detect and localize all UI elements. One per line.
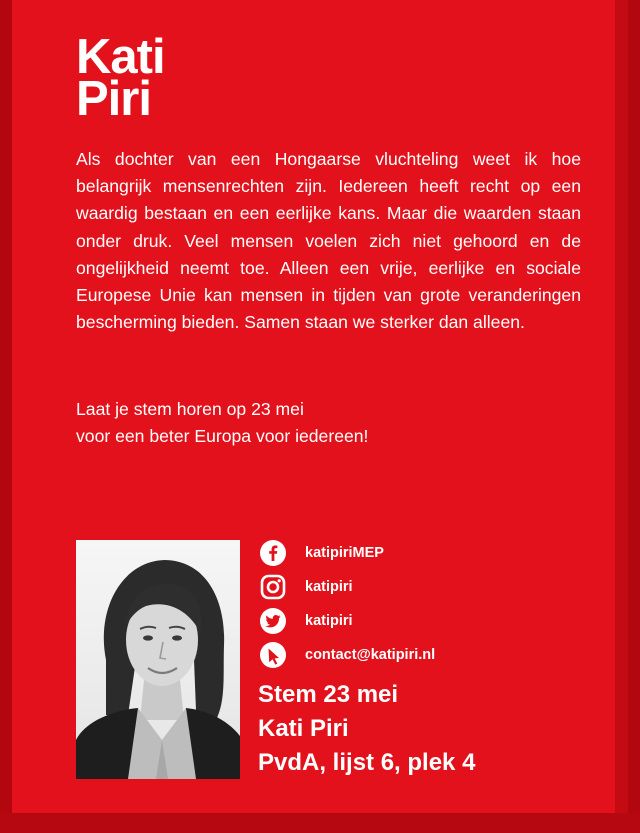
facebook-icon [259,539,287,567]
flyer-frame-right [628,0,640,833]
instagram-handle: katipiri [305,579,353,595]
social-item-instagram[interactable] [259,570,579,604]
social-links [259,536,579,672]
social-item-email[interactable] [259,638,579,672]
candidate-portrait [76,540,240,779]
vote-date: Stem 23 mei [258,681,399,708]
bio-paragraph: Als dochter van een Hongaarse vluchteling weet ik hoe belangrijk mensenrechten zijn. Iedereen heeft recht op een waardig bestaan en een eerlijke kans. Maar die waarden staan onder druk. Veel mensen voelen zich niet gehoord en de ongelijkheid neemt toe. Alleen een vrije, eerlijke en sociale Europese Unie kan mensen in tijden van grote veranderingen bescherming bieden. Samen staan we sterker dan alleen. [76,149,581,333]
twitter-handle: katipiri [305,613,353,629]
call-to-action-line-1: Laat je stem horen op 23 mei [76,399,304,419]
instagram-icon [259,573,287,601]
cursor-icon [259,641,287,669]
party-list-position: PvdA, lijst 6, plek 4 [258,749,476,776]
call-to-action-line-2: voor een beter Europa voor iedereen! [76,426,369,447]
vote-info [258,678,598,780]
flyer-frame-left [0,0,12,833]
candidate-name: Kati Piri [258,715,349,742]
flyer-frame-bottom [0,813,640,833]
logo-last-name: Piri [76,72,151,126]
facebook-handle: katipiriMEP [305,545,384,561]
social-item-twitter[interactable] [259,604,579,638]
twitter-icon [259,607,287,635]
contact-email: contact@katipiri.nl [305,647,436,663]
social-item-facebook[interactable] [259,536,579,570]
logo-first-name: Kati [76,30,165,84]
call-to-action [76,396,581,450]
name-logo [76,30,165,126]
